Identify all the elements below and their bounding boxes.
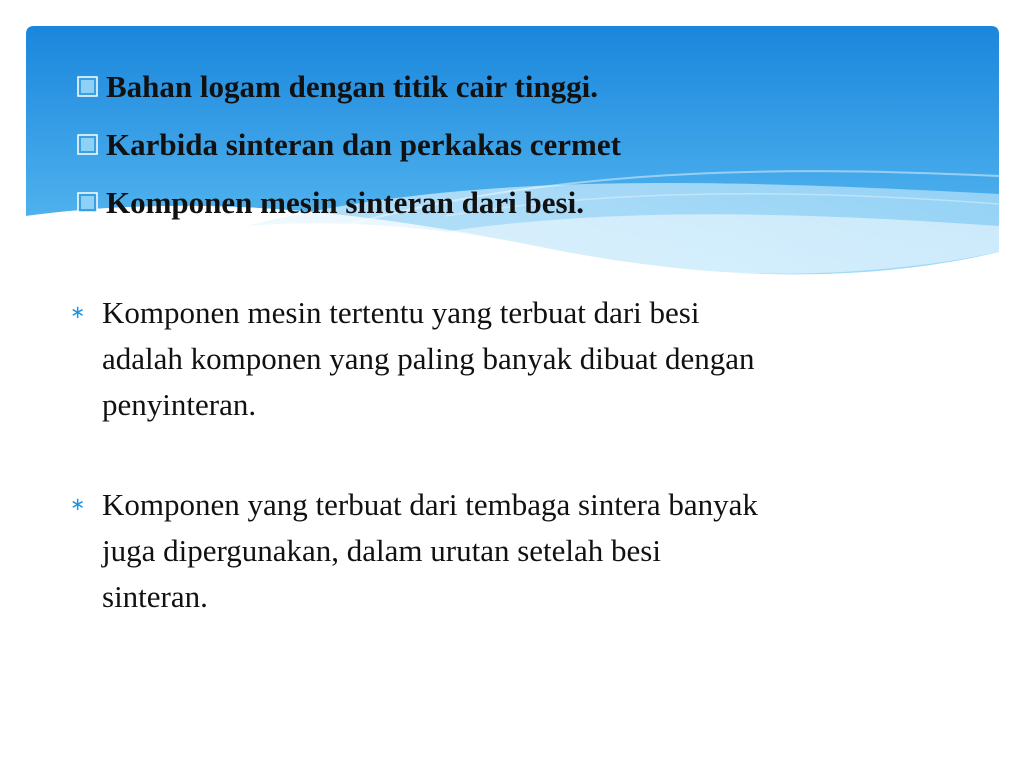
checklist-item-text: Bahan logam dengan titik cair tinggi. <box>106 69 599 104</box>
checklist-item-text: Komponen mesin sinteran dari besi. <box>106 185 584 220</box>
bullet-line: Komponen mesin tertentu yang terbuat dari besi <box>102 295 700 330</box>
checklist-item <box>74 174 621 232</box>
checklist-item <box>74 116 621 174</box>
asterisk-icon: ∗ <box>70 494 86 515</box>
checkbox-icon <box>74 132 100 158</box>
bullet-line: juga dipergunakan, dalam urutan setelah besi <box>102 533 661 568</box>
bullet-line: adalah komponen yang paling banyak dibuat dengan <box>102 341 755 376</box>
header-checklist <box>74 58 621 232</box>
bullet-line: sinteran. <box>102 579 208 614</box>
checkbox-icon <box>74 190 100 216</box>
bullet-line: penyinteran. <box>102 387 257 422</box>
body-bullets <box>70 290 970 674</box>
bullet-item <box>70 482 970 620</box>
asterisk-icon: ∗ <box>70 302 86 323</box>
checklist-item <box>74 58 621 116</box>
checklist-item-text: Karbida sinteran dan perkakas cermet <box>106 127 621 162</box>
bullet-item <box>70 290 970 428</box>
bullet-line: Komponen yang terbuat dari tembaga sintera banyak <box>102 487 758 522</box>
checkbox-icon <box>74 74 100 100</box>
